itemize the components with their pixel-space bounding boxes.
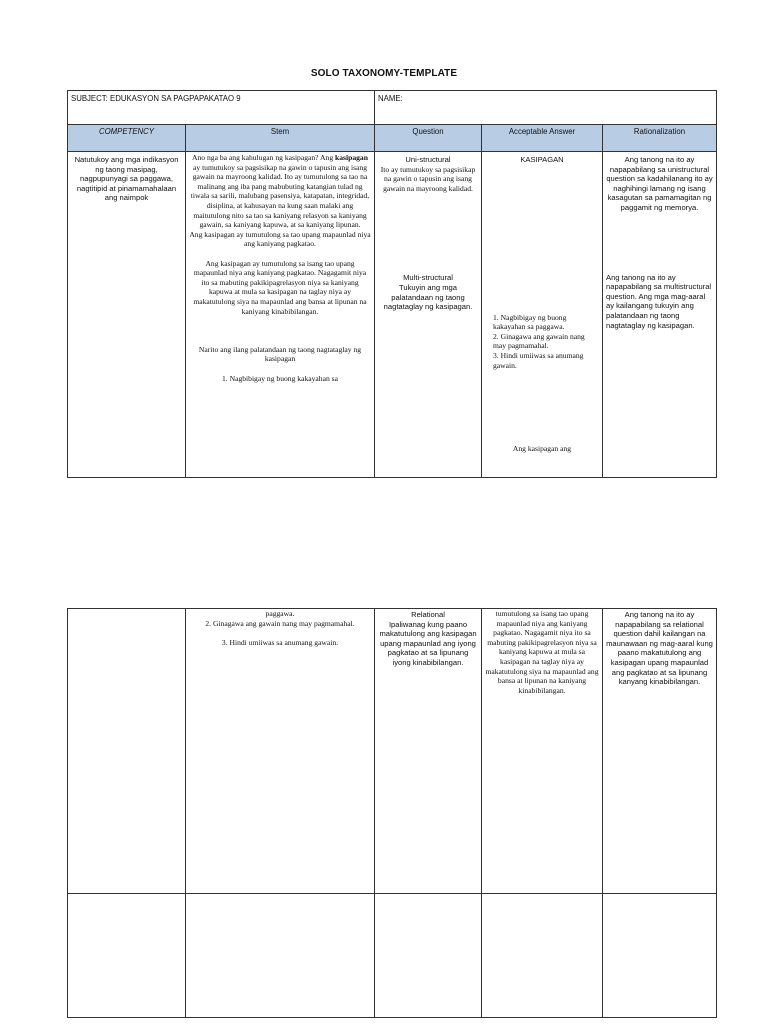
stem-paragraph: 3. Hindi umiiwas sa anumang gawain. <box>221 637 339 647</box>
question-cell <box>375 152 482 478</box>
stem-content <box>186 609 374 649</box>
column-header: Question <box>412 127 444 136</box>
stem-text: Ano nga ba ang kahulugan ng kasipagan? Ang <box>192 153 336 162</box>
question-content <box>375 609 481 670</box>
stem-paragraph: Narito ang ilang palatandaan ng taong nagtataglay ng kasipagan <box>198 344 362 364</box>
question-text: Ipaliwanag kung paano makatutulong ang kasipagan upang mapaunlad ang iyong pagkatao at sa lipunang iyong kinabibilangan. <box>379 619 477 667</box>
stem-cell <box>186 152 375 478</box>
stem-content <box>186 152 374 385</box>
empty-cell <box>186 894 375 1018</box>
rationalization-text: Ang tanong na ito ay napapabilang sa multistructural question. Ang mga mag-aaral ay kailangang tukuyin ang palatandaan ng taong nagtataglay ng kasipagan. <box>606 272 712 330</box>
solo-table-continued <box>67 608 717 1018</box>
question-content <box>375 152 481 314</box>
stem-paragraph <box>189 153 371 230</box>
answer-text: 2. Ginagawa ang gawain nang may pagmamahal. <box>493 331 585 351</box>
meta-row <box>68 91 717 125</box>
table-row <box>68 609 717 894</box>
competency-text: Natutukoy ang mga indikasyon ng taong masipag, nagpupunyagi sa paggawa, nagtitipid at pinamamahalaan ang naimpok <box>74 155 179 203</box>
answer-cell <box>482 152 603 478</box>
solo-table-top <box>67 90 717 478</box>
empty-cell <box>375 894 482 1018</box>
answer-text: 3. Hindi umiiwas sa anumang gawain. <box>493 350 584 370</box>
stem-paragraph: 2. Ginagawa ang gawain nang may pagmamahal. <box>205 618 355 628</box>
empty-cell <box>603 894 717 1018</box>
answer-content <box>482 152 602 456</box>
question-cell <box>375 609 482 894</box>
column-header: Stem <box>270 127 290 136</box>
stem-bold-term: kasipagan <box>335 153 368 162</box>
subject-cell <box>68 91 375 125</box>
header-question <box>375 125 482 152</box>
question-text: Tukuyin ang mga palatandaan ng taong nagtataglay ng kasipagan. <box>383 282 473 312</box>
question-level-title: Multi-structural <box>403 273 453 283</box>
column-header: Acceptable Answer <box>508 127 576 136</box>
rationalization-content <box>603 152 716 332</box>
answer-text: 1. Nagbibigay ng buong kakayahan sa paggawa. <box>493 312 567 332</box>
stem-paragraph: Ang kasipagan ay tumutulong sa tao upang mapaunlad niya ang kaniyang pagkatao. <box>189 229 371 249</box>
table-row <box>68 152 717 478</box>
stem-paragraph: paggawa. <box>265 609 295 618</box>
stem-paragraph: Ang kasipagan ay tumutulong sa isang tao upang mapaunlad niya ang kaniyang pagkatao. Nagagamit niya ito sa mabuting pakikipagrelasyon niya sa kaniyang kapuwa at mula sa kasipagan na taglay niya ay makatutulong siya na mapaunlad ang bansa at lipunan na kaniyang kinabibilangan. <box>193 258 367 316</box>
rationalization-cell <box>603 152 717 478</box>
stem-paragraph: 1. Nagbibigay ng buong kakayahan sa <box>222 373 338 383</box>
column-header: Rationalization <box>633 127 686 136</box>
competency-cell <box>68 609 186 894</box>
header-answer <box>482 125 603 152</box>
stem-text: ay tumutukoy sa pagsisikap na gawin o tapusin ang isang gawain na mayroong kalidad. Ito ay tumutulong sa tao na malinang ang iba pang mabubuting katangian tulad ng tiwala sa sarili, malubang pasensiya, katapatan, integridad, disiplina, at kahusayan na kung saan malaki ang maitutulong nito sa tao sa kaniyang relasyon sa kaniyang gawain, sa kaniyang kapuwa, at sa kaniyang lipunan. <box>190 162 370 230</box>
page-title: SOLO TAXONOMY-TEMPLATE <box>310 68 458 79</box>
answer-text: Ang kasipagan ang <box>512 444 572 454</box>
empty-cell <box>482 894 603 1018</box>
answer-cell <box>482 609 603 894</box>
question-text: Ito ay tumutukoy sa pagsisikap na gawin o tapusin ang isang gawain na mayroong kalidad. <box>380 164 476 193</box>
question-level-title: Uni-structural <box>405 155 451 164</box>
header-competency <box>68 125 186 152</box>
empty-cell <box>68 894 186 1018</box>
stem-cell <box>186 609 375 894</box>
name-cell <box>375 91 717 125</box>
table-row <box>68 894 717 1018</box>
subject-label: SUBJECT: EDUKASYON SA PAGPAPAKATAO 9 <box>71 94 241 103</box>
rationalization-text: Ang tanong na ito ay napapabilang sa relational question dahil kailangan na maunawaan ng mag-aaral kung paano makatutulong ang kasipagan upang mapaunlad ang pagkatao at sa lipunang kanyang kinabibilangan. <box>606 610 713 687</box>
answer-text: KASIPAGAN <box>520 155 564 164</box>
answer-text: tumutulong sa isang tao upang mapaunlad niya ang kaniyang pagkatao. Nagagamit niya ito sa mabuting pakikipagrelasyon niya sa kaniyang kapuwa at mula sa kasipagan na taglay niya ay makatutulong siya na mapaunlad ang bansa at lipunan na kaniyang kinabibilangan. <box>485 609 599 695</box>
name-label: NAME: <box>378 94 403 103</box>
header-row <box>68 125 717 152</box>
column-header: COMPETENCY <box>98 127 155 136</box>
rationalization-text: Ang tanong na ito ay napapabilang sa unistructural question sa kadahilanang ito ay naghihingi lamang ng isang kasagutan sa pamamagitan ng paggamit ng memorya. <box>606 155 713 212</box>
competency-cell <box>68 152 186 478</box>
header-stem <box>186 125 375 152</box>
competency-text <box>68 609 185 613</box>
rationalization-cell <box>603 609 717 894</box>
header-rationalization <box>603 125 717 152</box>
question-level-title: Relational <box>411 610 445 619</box>
